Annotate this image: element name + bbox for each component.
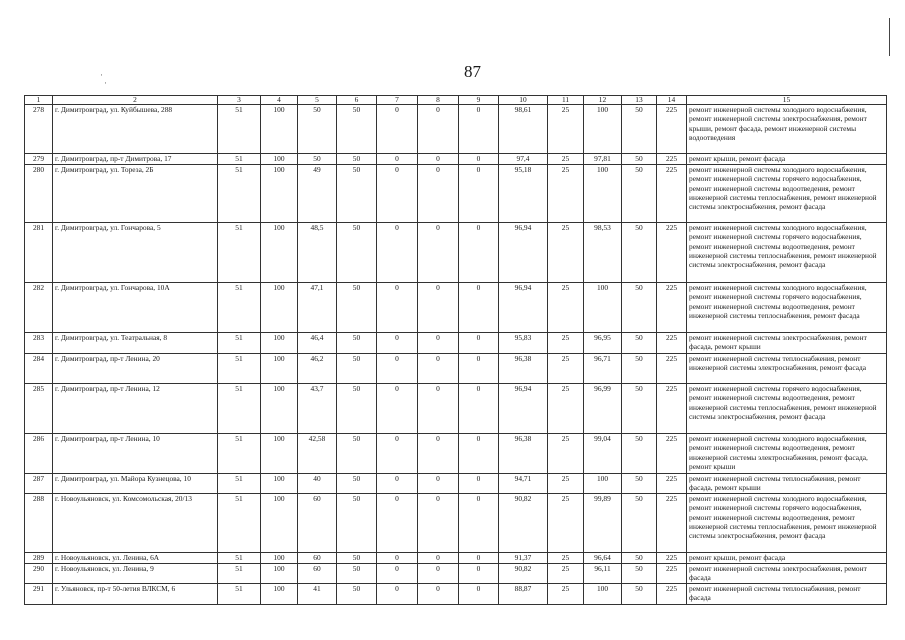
value-cell: 51: [218, 165, 261, 223]
value-cell: 50: [622, 354, 657, 384]
value-cell: 0: [459, 564, 499, 584]
value-cell: 225: [657, 474, 687, 494]
value-cell: 96,99: [584, 384, 622, 434]
column-header-4: 4: [261, 96, 298, 105]
page-number: 87: [464, 62, 481, 81]
value-cell: 50: [337, 165, 377, 223]
column-header-13: 13: [622, 96, 657, 105]
value-cell: 100: [584, 474, 622, 494]
value-cell: 41: [298, 584, 337, 605]
value-cell: 0: [418, 333, 459, 354]
column-header-9: 9: [459, 96, 499, 105]
value-cell: 96,38: [499, 434, 548, 474]
row-number-cell: 285: [25, 384, 53, 434]
value-cell: 50: [337, 584, 377, 605]
value-cell: 60: [298, 564, 337, 584]
value-cell: 50: [622, 333, 657, 354]
value-cell: 100: [261, 434, 298, 474]
value-cell: 0: [418, 494, 459, 553]
value-cell: 225: [657, 494, 687, 553]
value-cell: 0: [459, 474, 499, 494]
works-cell: ремонт крыши, ремонт фасада: [687, 553, 887, 564]
value-cell: 0: [377, 154, 418, 165]
address-cell: г. Димитровград, ул. Тореза, 2Б: [53, 165, 218, 223]
value-cell: 50: [337, 333, 377, 354]
value-cell: 60: [298, 553, 337, 564]
value-cell: 100: [261, 165, 298, 223]
works-cell: ремонт инженерной системы холодного водоснабжения, ремонт инженерной системы горячего водоснабжения, ремонт инженерной системы водоотведения, ремонт инженерной системы теплоснабжения, ремонт инженерной системы электроснабжения, ремонт фасада: [687, 494, 887, 553]
value-cell: 50: [298, 105, 337, 154]
row-number-cell: 289: [25, 553, 53, 564]
address-cell: г. Димитровград, пр-т Ленина, 12: [53, 384, 218, 434]
value-cell: 50: [337, 354, 377, 384]
value-cell: 96,94: [499, 384, 548, 434]
value-cell: 51: [218, 564, 261, 584]
value-cell: 46,4: [298, 333, 337, 354]
value-cell: 0: [377, 584, 418, 605]
value-cell: 0: [418, 474, 459, 494]
address-cell: г. Димитровград, ул. Куйбышева, 288: [53, 105, 218, 154]
value-cell: 50: [622, 553, 657, 564]
table-row: [25, 223, 887, 283]
table-row: [25, 165, 887, 223]
capital-repair-table: [24, 95, 887, 605]
value-cell: 25: [548, 154, 584, 165]
value-cell: 96,71: [584, 354, 622, 384]
value-cell: 0: [459, 354, 499, 384]
value-cell: 46,2: [298, 354, 337, 384]
value-cell: 0: [459, 494, 499, 553]
value-cell: 0: [377, 333, 418, 354]
value-cell: 47,1: [298, 283, 337, 333]
value-cell: 98,61: [499, 105, 548, 154]
table-header-row: [25, 96, 887, 105]
table-row: [25, 474, 887, 494]
row-number-cell: 291: [25, 584, 53, 605]
value-cell: 0: [459, 584, 499, 605]
value-cell: 225: [657, 333, 687, 354]
value-cell: 25: [548, 105, 584, 154]
value-cell: 25: [548, 553, 584, 564]
value-cell: 25: [548, 384, 584, 434]
value-cell: 50: [337, 494, 377, 553]
value-cell: 0: [377, 165, 418, 223]
value-cell: 0: [418, 105, 459, 154]
table-row: [25, 333, 887, 354]
value-cell: 97,81: [584, 154, 622, 165]
works-cell: ремонт инженерной системы холодного водоснабжения, ремонт инженерной системы горячего водоснабжения, ремонт инженерной системы водоотведения, ремонт инженерной системы теплоснабжения, ремонт фасада: [687, 283, 887, 333]
value-cell: 25: [548, 283, 584, 333]
value-cell: 51: [218, 434, 261, 474]
value-cell: 25: [548, 223, 584, 283]
value-cell: 0: [418, 384, 459, 434]
value-cell: 0: [459, 384, 499, 434]
value-cell: 0: [377, 494, 418, 553]
value-cell: 51: [218, 154, 261, 165]
address-cell: г. Новоульяновск, ул. Ленина, 6А: [53, 553, 218, 564]
value-cell: 51: [218, 474, 261, 494]
value-cell: 91,37: [499, 553, 548, 564]
value-cell: 51: [218, 354, 261, 384]
value-cell: 40: [298, 474, 337, 494]
value-cell: 0: [459, 154, 499, 165]
value-cell: 0: [459, 283, 499, 333]
value-cell: 96,94: [499, 283, 548, 333]
works-cell: ремонт инженерной системы горячего водоснабжения, ремонт инженерной системы водоотведения, ремонт инженерной системы теплоснабжения, ремонт инженерной системы электроснабжения, ремонт фасада: [687, 384, 887, 434]
works-cell: ремонт инженерной системы холодного водоснабжения, ремонт инженерной системы горячего водоснабжения, ремонт инженерной системы водоотведения, ремонт инженерной системы теплоснабжения, ремонт инженерной системы электроснабжения, ремонт фасада: [687, 223, 887, 283]
column-header-1: 1: [25, 96, 53, 105]
value-cell: 25: [548, 474, 584, 494]
value-cell: 0: [418, 154, 459, 165]
value-cell: 225: [657, 283, 687, 333]
value-cell: 96,64: [584, 553, 622, 564]
value-cell: 98,53: [584, 223, 622, 283]
scan-speck: ·: [104, 78, 107, 88]
value-cell: 50: [622, 165, 657, 223]
row-number-cell: 286: [25, 434, 53, 474]
column-header-11: 11: [548, 96, 584, 105]
value-cell: 225: [657, 223, 687, 283]
value-cell: 25: [548, 165, 584, 223]
column-header-2: 2: [53, 96, 218, 105]
value-cell: 25: [548, 333, 584, 354]
value-cell: 90,82: [499, 564, 548, 584]
value-cell: 48,5: [298, 223, 337, 283]
row-number-cell: 279: [25, 154, 53, 165]
table-row: [25, 105, 887, 154]
value-cell: 99,89: [584, 494, 622, 553]
value-cell: 100: [261, 223, 298, 283]
value-cell: 96,95: [584, 333, 622, 354]
value-cell: 25: [548, 584, 584, 605]
value-cell: 50: [622, 384, 657, 434]
scan-edge-line: [889, 18, 890, 56]
works-cell: ремонт инженерной системы теплоснабжения, ремонт инженерной системы электроснабжения, ремонт фасада: [687, 354, 887, 384]
works-cell: ремонт инженерной системы теплоснабжения, ремонт фасада: [687, 584, 887, 605]
column-header-5: 5: [298, 96, 337, 105]
value-cell: 51: [218, 283, 261, 333]
value-cell: 225: [657, 434, 687, 474]
row-number-cell: 278: [25, 105, 53, 154]
value-cell: 99,04: [584, 434, 622, 474]
value-cell: 0: [418, 165, 459, 223]
value-cell: 25: [548, 564, 584, 584]
value-cell: 50: [337, 283, 377, 333]
value-cell: 94,71: [499, 474, 548, 494]
value-cell: 50: [337, 474, 377, 494]
value-cell: 100: [584, 283, 622, 333]
value-cell: 51: [218, 584, 261, 605]
address-cell: г. Димитровград, ул. Майора Кузнецова, 10: [53, 474, 218, 494]
value-cell: 50: [337, 223, 377, 283]
value-cell: 25: [548, 354, 584, 384]
value-cell: 43,7: [298, 384, 337, 434]
table-row: [25, 154, 887, 165]
column-header-15: 15: [687, 96, 887, 105]
value-cell: 51: [218, 553, 261, 564]
table-row: [25, 494, 887, 553]
value-cell: 97,4: [499, 154, 548, 165]
value-cell: 100: [261, 105, 298, 154]
scan-speck: ·: [100, 70, 103, 80]
value-cell: 50: [622, 494, 657, 553]
table-row: [25, 283, 887, 333]
column-header-8: 8: [418, 96, 459, 105]
value-cell: 225: [657, 384, 687, 434]
table-row: [25, 564, 887, 584]
value-cell: 100: [584, 165, 622, 223]
address-cell: г. Ульяновск, пр-т 50-летия ВЛКСМ, 6: [53, 584, 218, 605]
value-cell: 51: [218, 223, 261, 283]
value-cell: 100: [584, 105, 622, 154]
value-cell: 88,87: [499, 584, 548, 605]
value-cell: 0: [418, 434, 459, 474]
value-cell: 0: [377, 564, 418, 584]
value-cell: 0: [459, 223, 499, 283]
value-cell: 225: [657, 154, 687, 165]
column-header-14: 14: [657, 96, 687, 105]
value-cell: 50: [622, 154, 657, 165]
value-cell: 0: [418, 354, 459, 384]
value-cell: 100: [261, 474, 298, 494]
value-cell: 60: [298, 494, 337, 553]
value-cell: 0: [459, 165, 499, 223]
value-cell: 0: [377, 474, 418, 494]
value-cell: 225: [657, 553, 687, 564]
value-cell: 50: [337, 154, 377, 165]
row-number-cell: 283: [25, 333, 53, 354]
row-number-cell: 284: [25, 354, 53, 384]
column-header-10: 10: [499, 96, 548, 105]
row-number-cell: 288: [25, 494, 53, 553]
works-cell: ремонт инженерной системы холодного водоснабжения, ремонт инженерной системы водоотведения, ремонт инженерной системы электроснабжения, ремонт фасада, ремонт крыши: [687, 434, 887, 474]
value-cell: 0: [459, 333, 499, 354]
value-cell: 225: [657, 165, 687, 223]
works-cell: ремонт инженерной системы электроснабжения, ремонт фасада: [687, 564, 887, 584]
value-cell: 95,83: [499, 333, 548, 354]
value-cell: 225: [657, 105, 687, 154]
value-cell: 0: [418, 584, 459, 605]
value-cell: 0: [418, 564, 459, 584]
value-cell: 50: [622, 105, 657, 154]
address-cell: г. Димитровград, ул. Театральная, 8: [53, 333, 218, 354]
value-cell: 50: [337, 105, 377, 154]
value-cell: 96,11: [584, 564, 622, 584]
table-row: [25, 553, 887, 564]
address-cell: г. Димитровград, ул. Гончарова, 10А: [53, 283, 218, 333]
value-cell: 0: [377, 553, 418, 564]
address-cell: г. Новоульяновск, ул. Ленина, 9: [53, 564, 218, 584]
value-cell: 25: [548, 494, 584, 553]
value-cell: 100: [584, 584, 622, 605]
value-cell: 0: [459, 105, 499, 154]
value-cell: 42,58: [298, 434, 337, 474]
value-cell: 0: [377, 384, 418, 434]
value-cell: 51: [218, 384, 261, 434]
value-cell: 0: [418, 283, 459, 333]
value-cell: 50: [337, 564, 377, 584]
value-cell: 0: [377, 223, 418, 283]
row-number-cell: 290: [25, 564, 53, 584]
table-row: [25, 354, 887, 384]
works-cell: ремонт инженерной системы электроснабжения, ремонт фасада, ремонт крыши: [687, 333, 887, 354]
value-cell: 225: [657, 354, 687, 384]
value-cell: 50: [337, 384, 377, 434]
value-cell: 100: [261, 384, 298, 434]
value-cell: 100: [261, 283, 298, 333]
column-header-6: 6: [337, 96, 377, 105]
value-cell: 49: [298, 165, 337, 223]
value-cell: 50: [622, 474, 657, 494]
value-cell: 0: [418, 223, 459, 283]
works-cell: ремонт инженерной системы холодного водоснабжения, ремонт инженерной системы горячего водоснабжения, ремонт инженерной системы водоотведения, ремонт инженерной системы теплоснабжения, ремонт инженерной системы электроснабжения, ремонт фасада: [687, 165, 887, 223]
value-cell: 100: [261, 354, 298, 384]
value-cell: 50: [622, 283, 657, 333]
value-cell: 50: [337, 553, 377, 564]
value-cell: 0: [418, 553, 459, 564]
value-cell: 25: [548, 434, 584, 474]
value-cell: 0: [377, 354, 418, 384]
value-cell: 50: [298, 154, 337, 165]
row-number-cell: 287: [25, 474, 53, 494]
table-row: [25, 384, 887, 434]
value-cell: 51: [218, 494, 261, 553]
address-cell: г. Димитровград, пр-т Ленина, 10: [53, 434, 218, 474]
value-cell: 96,38: [499, 354, 548, 384]
column-header-7: 7: [377, 96, 418, 105]
value-cell: 51: [218, 333, 261, 354]
row-number-cell: 280: [25, 165, 53, 223]
value-cell: 100: [261, 564, 298, 584]
row-number-cell: 282: [25, 283, 53, 333]
works-cell: ремонт инженерной системы холодного водоснабжения, ремонт инженерной системы электроснабжения, ремонт крыши, ремонт фасада, ремонт инженерной системы водоотведения: [687, 105, 887, 154]
address-cell: г. Димитровград, ул. Гончарова, 5: [53, 223, 218, 283]
value-cell: 100: [261, 333, 298, 354]
value-cell: 0: [377, 434, 418, 474]
value-cell: 51: [218, 105, 261, 154]
works-cell: ремонт инженерной системы теплоснабжения, ремонт фасада, ремонт крыши: [687, 474, 887, 494]
value-cell: 50: [622, 434, 657, 474]
value-cell: 0: [377, 105, 418, 154]
address-cell: г. Димитровград, пр-т Димитрова, 17: [53, 154, 218, 165]
value-cell: 50: [622, 564, 657, 584]
works-cell: ремонт крыши, ремонт фасада: [687, 154, 887, 165]
value-cell: 0: [459, 434, 499, 474]
address-cell: г. Новоульяновск, ул. Комсомольская, 20/13: [53, 494, 218, 553]
row-number-cell: 281: [25, 223, 53, 283]
value-cell: 0: [459, 553, 499, 564]
column-header-12: 12: [584, 96, 622, 105]
value-cell: 100: [261, 494, 298, 553]
value-cell: 90,82: [499, 494, 548, 553]
value-cell: 100: [261, 553, 298, 564]
table-row: [25, 434, 887, 474]
value-cell: 100: [261, 584, 298, 605]
column-header-3: 3: [218, 96, 261, 105]
address-cell: г. Димитровград, пр-т Ленина, 20: [53, 354, 218, 384]
value-cell: 50: [622, 223, 657, 283]
value-cell: 225: [657, 584, 687, 605]
value-cell: 50: [337, 434, 377, 474]
value-cell: 95,18: [499, 165, 548, 223]
table-row: [25, 584, 887, 605]
value-cell: 96,94: [499, 223, 548, 283]
value-cell: 100: [261, 154, 298, 165]
value-cell: 225: [657, 564, 687, 584]
value-cell: 50: [622, 584, 657, 605]
value-cell: 0: [377, 283, 418, 333]
